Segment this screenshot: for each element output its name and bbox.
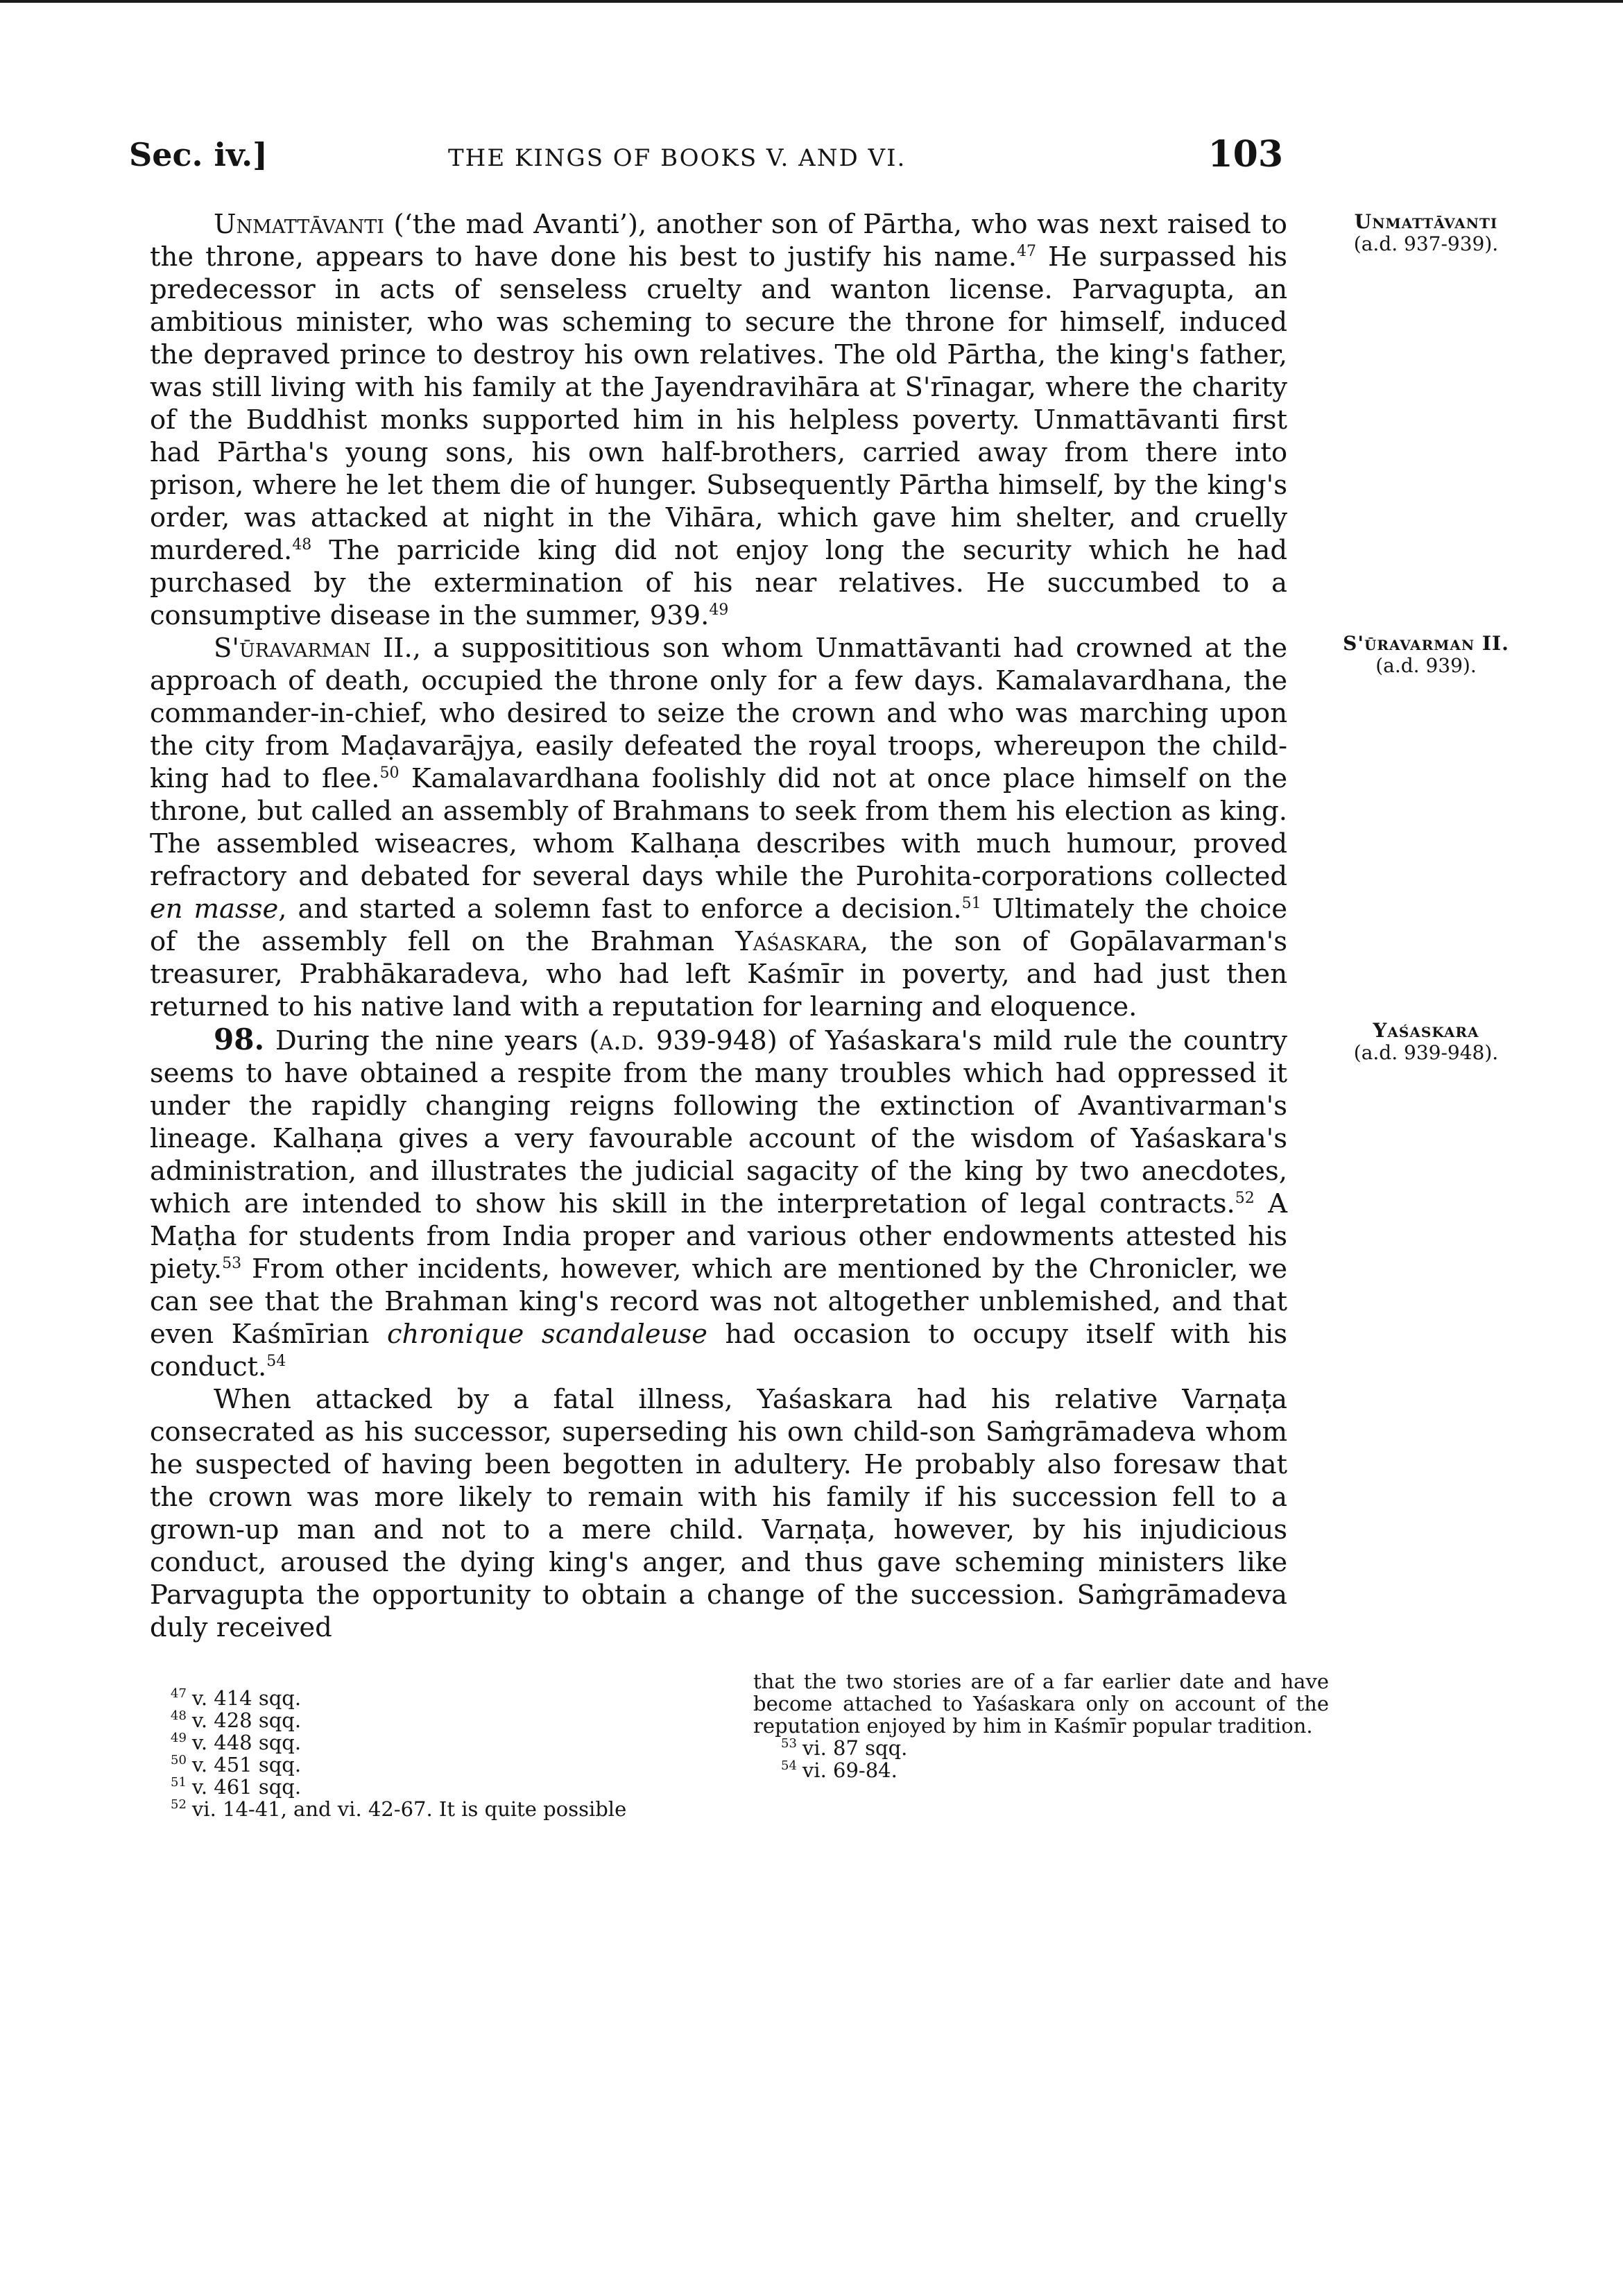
- main-text: [150, 208, 1287, 1644]
- text-run: , the son of Gopālavarman's treasurer, Prabhākaradeva, who had left Kaśmīr in poverty, and had just then returned to his native land with a reputation for learning and eloquence.: [150, 926, 1287, 1022]
- footnote-text: v. 451 sqq.: [191, 1753, 302, 1776]
- footnote-text: v. 428 sqq.: [191, 1708, 302, 1732]
- footnote-text: v. 414 sqq.: [191, 1686, 302, 1710]
- text-run: Kamalavardhana foolishly did not at once place himself on the throne, but called an assembly of Brahmans to seek from them his election as king. The assembled wiseacres, whom Kalhaṇa describes with much humour, proved refractory and debated for several days while the Purohita-corporations collected: [150, 763, 1287, 892]
- margin-note-unmattavanti: [1308, 211, 1544, 255]
- footnote-number: 52: [171, 1797, 187, 1813]
- footnote: [171, 1798, 739, 1820]
- footnote: [753, 1759, 1329, 1781]
- text-run: Ultimately the choice of the assembly fell on the Brahman: [150, 893, 1288, 957]
- footnote-ref: 54: [266, 1353, 286, 1371]
- footnotes-left-column: [171, 1687, 739, 1820]
- text-run: During the nine years (: [264, 1025, 600, 1056]
- paragraph-yasaskara: [150, 1023, 1287, 1383]
- text-run: He surpassed his predecessor in acts of senseless cruelty and wanton license. Parvagupta, an ambitious minister, who was scheming to secure the throne for himself, induced the depraved prince to destroy his own relatives. The old Pārtha, the king's father, was still living with his family at the Jayendravihāra at S'rīnagar, where the charity of the Buddhist monks supported him in his helpless poverty. Unmattāvanti first had Pārtha's young sons, his own half-brothers, carried away from there into prison, where he let them die of hunger. Subsequently Pārtha himself, by the king's order, was attacked at night in the Vihāra, which gave him shelter, and cruelly murdered.: [150, 241, 1287, 566]
- margin-note-title: Unmattāvanti: [1354, 210, 1498, 233]
- text-run: (‘the mad Avanti’), another son of Pārtha, who was next raised to the throne, appears to have done his best to justify his name.: [150, 209, 1287, 273]
- footnote-text: vi. 87 sqq.: [802, 1736, 908, 1760]
- paragraph-suravarman: [150, 632, 1287, 1023]
- margin-note-suravarman: [1308, 633, 1544, 677]
- section-label: Sec. iv.]: [129, 136, 268, 173]
- text-run: The parricide king did not enjoy long the security which he had purchased by the extermination of his near relatives. He succumbed to a consumptive disease in the summer, 939.: [150, 535, 1287, 631]
- margin-note-yasaskara: [1308, 1020, 1544, 1064]
- footnote-number: 48: [171, 1708, 187, 1724]
- footnote-ref: 48: [292, 536, 312, 554]
- king-name: S'ūravarman II.: [214, 633, 413, 664]
- margin-note-title: Yaśaskara: [1373, 1019, 1479, 1042]
- running-title: THE KINGS OF BOOKS V. AND VI.: [448, 144, 907, 172]
- king-name: Yaśaskara: [735, 926, 860, 957]
- footnote-continuation: that the two stories are of a far earlier date and have become attached to Yaśaskara only on account of the reputation enjoyed by him in Kaśmīr popular tradition.: [753, 1670, 1329, 1738]
- text-run: , and started a solemn fast to enforce a decision.: [278, 893, 962, 925]
- footnote: [171, 1687, 739, 1709]
- king-name: Unmattāvanti: [214, 209, 384, 240]
- text-run: From other incidents, however, which are mentioned by the Chronicler, we can see that the Brahman king's record was not altogether unblemished, and that even Kaśmīrian: [150, 1253, 1287, 1350]
- section-number: 98.: [214, 1022, 265, 1056]
- footnote-text: v. 448 sqq.: [191, 1731, 302, 1754]
- footnote: [171, 1754, 739, 1776]
- footnote-number: 49: [171, 1731, 187, 1746]
- footnote-number: 47: [171, 1686, 187, 1702]
- footnote-ref: 47: [1016, 243, 1036, 261]
- footnote-text: vi. 14-41, and vi. 42-67. It is quite possible: [191, 1797, 627, 1821]
- footnotes-right-column: [753, 1670, 1329, 1781]
- footnote-ref: 50: [379, 764, 400, 782]
- text-run: A Maṭha for students from India proper and various other endowments attested his piety.: [150, 1188, 1287, 1285]
- footnote-ref: 49: [709, 601, 729, 619]
- italic-term: en masse: [150, 893, 279, 925]
- margin-note-dates: (a.d. 939).: [1375, 654, 1477, 677]
- margin-note-dates: (a.d. 939-948).: [1353, 1041, 1499, 1064]
- margin-note-dates: (a.d. 937-939).: [1353, 232, 1499, 255]
- italic-term: chronique scandaleuse: [387, 1319, 707, 1350]
- footnote-number: 51: [171, 1775, 187, 1790]
- footnote: [171, 1709, 739, 1731]
- margin-note-title: S'ūravarman II.: [1343, 632, 1509, 655]
- footnote-ref: 51: [961, 895, 981, 913]
- footnote-number: 54: [781, 1758, 797, 1774]
- page-header: [129, 133, 1283, 178]
- footnote-number: 53: [781, 1736, 797, 1751]
- paragraph-succession: [150, 1383, 1287, 1644]
- text-run: 939-948) of Yaśaskara's mild rule the country seems to have obtained a respite from the many troubles which had oppressed it under the rapidly changing reigns following the extinction of Avantivarman's lineage. Kalhaṇa gives a very favourable account of the wisdom of Yaśaskara's administration, and illustrates the judicial sagacity of the king by two anecdotes, which are intended to show his skill in the interpretation of legal contracts.: [150, 1025, 1287, 1219]
- footnote-number: 50: [171, 1753, 187, 1768]
- era-label: a.d.: [599, 1025, 645, 1056]
- footnote-ref: 53: [222, 1255, 242, 1273]
- paragraph-unmattavanti: [150, 208, 1287, 632]
- footnote: [171, 1731, 739, 1754]
- footnote: [753, 1737, 1329, 1759]
- footnote: [171, 1776, 739, 1798]
- page-number: 103: [1208, 133, 1283, 175]
- top-border: [0, 0, 1623, 3]
- footnote-text: vi. 69-84.: [802, 1758, 898, 1782]
- text-run: When attacked by a fatal illness, Yaśaskara had his relative Varṇaṭa consecrated as his successor, superseding his own child-son Saṁgrāmadeva whom he suspected of having been begotten in adultery. He probably also foresaw that the crown was more likely to remain with his family if his succession fell to a grown-up man and not to a mere child. Varṇaṭa, however, by his injudicious conduct, aroused the dying king's anger, and thus gave scheming ministers like Parvagupta the opportunity to obtain a change of the succession. Saṁgrāmadeva duly received: [150, 1384, 1287, 1643]
- footnote-text: v. 461 sqq.: [191, 1775, 302, 1799]
- text-run: had occasion to occupy itself with his conduct.: [150, 1319, 1287, 1382]
- footnote-ref: 52: [1235, 1190, 1255, 1208]
- text-run: , a supposititious son whom Unmattāvanti had crowned at the approach of death, occupied the throne only for a few days. Kamalavardhana, the commander-in-chief, who desired to seize the crown and who was marching upon the city from Maḍavarājya, easily defeated the royal troops, whereupon the child-king had to flee.: [150, 633, 1287, 794]
